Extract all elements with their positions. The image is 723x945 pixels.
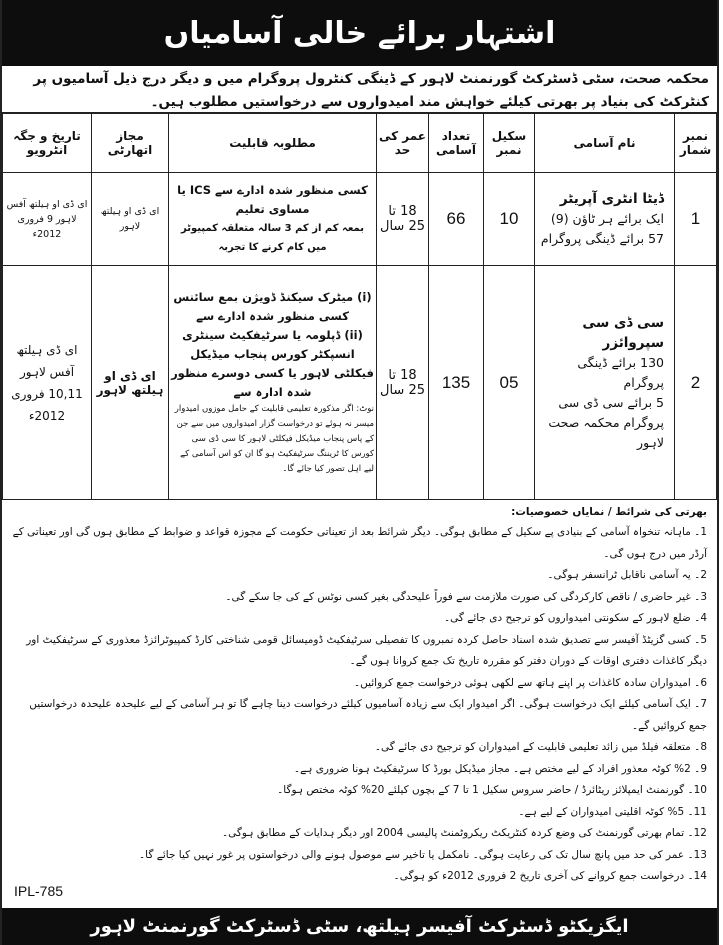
table-header-row (3, 114, 717, 173)
condition-item: 2۔ یہ آسامی ناقابل ٹرانسفر ہوگی۔ (547, 569, 707, 581)
header-authority: مجاز اتھارٹی (92, 114, 169, 173)
header-scale: سکیل نمبر (484, 114, 535, 173)
condition-item: 14۔ درخواست جمع کروانے کی آخری تاریخ 2 فروری 2012ء کو ہوگی۔ (393, 870, 707, 882)
issuer-footer: ایگزیکٹو ڈسٹرکٹ آفیسر ہیلتھ، سٹی ڈسٹرکٹ گورنمنٹ لاہور (2, 908, 717, 945)
condition-item: 7۔ ایک آسامی کیلئے ایک درخواست ہوگی۔ اگر امیدوار ایک سے زیادہ آسامیوں کیلئے درخواست دینا چاہے گا تو ہر آسامی کے لیے علیحدہ علیحدہ درخواستیں جمع کروائیں گے۔ (29, 698, 707, 732)
qualification: کسی منظور شدہ ادارے سے ICS یا مساوی تعلیم (177, 183, 368, 216)
header-serial: نمبر شمار (675, 114, 717, 173)
condition-item: 3۔ غیر حاضری / ناقص کارکردگی کی صورت ملازمت سے فوراً علیحدگی بغیر کسی نوٹس کے کی جا سکے گی۔ (225, 590, 707, 603)
header-age: عمر کی حد (377, 114, 429, 173)
condition-item: 1۔ ماہانہ تنخواہ آسامی کے بنیادی پے سکیل کے مطابق ہوگی۔ دیگر شرائط بعد از تعیناتی حکومت کے مجوزہ قواعد و ضوابط کے مطابق ہوں گی اور تعیناتی کے آرڈر میں درج ہوں گی۔ (12, 526, 707, 560)
qualification: بمعہ کم از کم 3 سالہ متعلقہ کمپیوٹر میں کام کرنے کا تجربہ (181, 223, 364, 253)
header-post-name: نام آسامی (535, 114, 675, 173)
condition-item: 12۔ تمام بھرتی گورنمنٹ کی وضع کردہ کنٹریکٹ ریکروٹمنٹ پالیسی 2004 اور دیگر ہدایات کے مطابق ہوگی۔ (222, 827, 707, 839)
table-row (3, 266, 717, 500)
scale: 10 (484, 173, 535, 266)
posts: 135 (429, 266, 484, 500)
post-name-cell (535, 266, 675, 500)
serial: 2 (675, 266, 717, 500)
header-posts: تعداد آسامی (429, 114, 484, 173)
interview-date-place: ای ڈی او ہیلتھ آفس لاہور 9 فروری 2012ء (3, 173, 92, 266)
post-name-cell (535, 173, 675, 266)
age-limit: 18 تا 25 سال (377, 173, 429, 266)
condition-item: 8۔ متعلقہ فیلڈ میں زائد تعلیمی قابلیت کے امیدواران کو ترجیح دی جائے گی۔ (374, 741, 707, 753)
qualification-cell (169, 266, 377, 500)
condition-item: 5۔ کسی گزیٹڈ آفیسر سے تصدیق شدہ اسناد حاصل کردہ نمبروں کا تفصیلی سرٹیفکیٹ ڈومیسائل قومی شناختی کارڈ کمپیوٹرائزڈ معذوری کے سرٹیفکیٹ اور دیگر کاغذات دفتری اوقات کے دوران دفتر کو مقررہ تاریخ تک جمع کروانا ہوں گے۔ (26, 633, 707, 667)
condition-item: 13۔ عمر کی حد میں پانچ سال تک کی رعایت ہوگی۔ نامکمل یا تاخیر سے موصول ہونے والی درخواستوں پر غور نہیں کیا جائے گا۔ (139, 848, 707, 861)
qualification: (ii) ڈپلومہ یا سرٹیفکیٹ سینٹری انسپکٹر کورس پنجاب میڈیکل فیکلٹی لاہور یا کسی دوسرے منظور شدہ ادارہ سے (171, 328, 374, 399)
header-interview: تاریخ و جگہ انٹرویو (3, 114, 92, 173)
post-detail: 57 برائے ڈینگی پروگرام (540, 231, 664, 246)
condition-item: 6۔ امیدواران سادہ کاغذات پر اپنے ہاتھ سے لکھی ہوئی درخواست جمع کروائیں۔ (353, 676, 707, 689)
conditions-section (2, 500, 717, 888)
vacancy-table (2, 113, 717, 500)
qualification-note: نوٹ: اگر مذکورہ تعلیمی قابلیت کے حامل موزوں امیدوار میسر نہ ہوئے تو درخواست گزار امیدواروں میں سے جن کے پاس پنجاب میڈیکل فیکلٹی لاہور کا سی ڈی سی کورس کا ٹریننگ سرٹیفکیٹ ہو گا ان کو اس آسامی کے لیے اہل تصور کیا جائے گا۔ (174, 404, 374, 474)
header-qualification: مطلوبہ قابلیت (169, 114, 377, 173)
condition-item: 9۔ 2% کوٹہ معذور افراد کے لیے مختص ہے۔ مجاز میڈیکل بورڈ کا سرٹیفکیٹ ہونا ضروری ہے۔ (293, 762, 707, 775)
posts: 66 (429, 173, 484, 266)
authority: ای ڈی او ہیلتھ لاہور (92, 266, 169, 500)
conditions-title: بھرتی کی شرائط / نمایاں خصوصیات: (511, 506, 707, 518)
qualification: (i) میٹرک سیکنڈ ڈویژن بمع سائنس کسی منظور شدہ ادارے سے (173, 290, 372, 323)
intro-text: محکمہ صحت، سٹی ڈسٹرکٹ گورنمنٹ لاہور کے ڈینگی کنٹرول پروگرام میں و دیگر درج ذیل آسامیوں پر کنٹرکٹ کی بنیاد پر بھرتی کیلئے خواہش مند امیدواروں سے درخواستیں مطلوب ہیں۔ (2, 66, 717, 113)
post-name: ڈیٹا انٹری آپریٹر (559, 191, 664, 207)
condition-item: 4۔ ضلع لاہور کے سکونتی امیدواروں کو ترجیح دی جائے گی۔ (443, 612, 707, 624)
age-limit: 18 تا 25 سال (377, 266, 429, 500)
authority: ای ڈی او ہیلتھ لاہور (92, 173, 169, 266)
serial: 1 (675, 173, 717, 266)
reference-number: IPL-785 (14, 883, 64, 899)
ad-title: اشتہار برائے خالی آسامیاں (2, 0, 717, 66)
post-detail: 5 برائے سی ڈی سی پروگرام محکمہ صحت لاہور (548, 394, 664, 450)
scale: 05 (484, 266, 535, 500)
condition-item: 10۔ گورنمنٹ ایمپلائز ریٹائرڈ / حاضر سروس سکیل 1 تا 7 کے بچوں کیلئے 20% کوٹہ مختص ہوگا۔ (277, 784, 707, 796)
post-detail: ایک برائے ہر ٹاؤن (9) (550, 211, 664, 226)
post-detail: 130 برائے ڈینگی پروگرام (577, 354, 664, 390)
table-row (3, 173, 717, 266)
post-name: سی ڈی سی سپروائزر (582, 314, 664, 351)
qualification-cell (169, 173, 377, 266)
condition-item: 11۔ 5% کوٹہ اقلیتی امیدواران کے لیے ہے۔ (518, 805, 707, 818)
interview-date-place: ای ڈی ہیلتھ آفس لاہور 10,11 فروری 2012ء (3, 266, 92, 500)
conditions-list (12, 522, 707, 888)
